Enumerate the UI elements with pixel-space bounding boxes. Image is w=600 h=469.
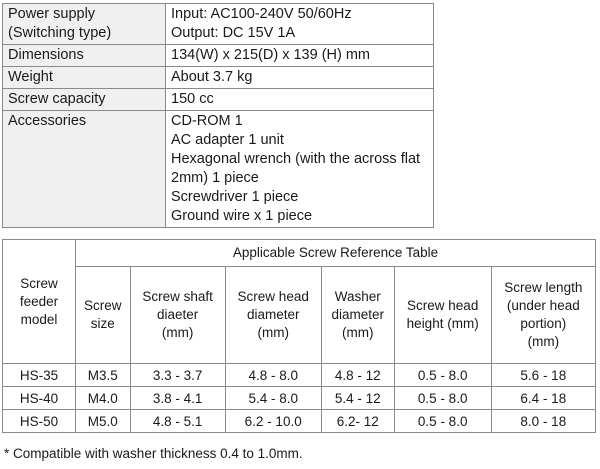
cell-screw-length: 5.6 - 18 xyxy=(491,364,595,387)
spec-value-line: Output: DC 15V 1A xyxy=(171,25,296,41)
spec-row-accessories xyxy=(3,111,434,228)
cell-model: HS-50 xyxy=(3,410,76,433)
specifications-table xyxy=(2,3,434,228)
spec-value xyxy=(166,4,434,45)
cell-shaft-diameter: 4.8 - 5.1 xyxy=(130,410,225,433)
spec-row-screw-capacity xyxy=(3,89,434,111)
footnote: * Compatible with washer thickness 0.4 to 1.0mm. xyxy=(4,446,303,461)
spec-label xyxy=(3,4,166,45)
cell-head-diameter: 5.4 - 8.0 xyxy=(225,387,321,410)
header-line: (under head xyxy=(506,298,580,313)
cell-model: HS-35 xyxy=(3,364,76,387)
spec-value-line: About 3.7 kg xyxy=(171,69,253,85)
header-line: portion) xyxy=(520,316,567,331)
header-line: (mm) xyxy=(527,334,560,349)
screw-head-diameter-header xyxy=(225,267,321,364)
table-row xyxy=(3,387,596,410)
spec-label xyxy=(3,89,166,111)
spec-row-dimensions xyxy=(3,45,434,67)
spec-label xyxy=(3,111,166,228)
header-line: diameter xyxy=(246,307,300,322)
spec-row-power-supply xyxy=(3,4,434,45)
header-line: Screw head xyxy=(407,298,479,313)
cell-head-height: 0.5 - 8.0 xyxy=(394,410,491,433)
header-line: diaeter xyxy=(157,307,199,322)
header-line: diameter xyxy=(331,307,384,322)
spec-value xyxy=(166,67,434,89)
cell-washer-diameter: 5.4 - 12 xyxy=(321,387,394,410)
screw-feeder-model-header xyxy=(3,240,76,364)
header-line: (mm) xyxy=(257,325,289,340)
cell-head-height: 0.5 - 8.0 xyxy=(394,387,491,410)
cell-screw-length: 8.0 - 18 xyxy=(491,410,595,433)
cell-head-height: 0.5 - 8.0 xyxy=(394,364,491,387)
spec-label-line: Power supply xyxy=(8,6,96,22)
spec-value-line: 134(W) x 215(D) x 139 (H) mm xyxy=(171,47,371,63)
spec-row-weight xyxy=(3,67,434,89)
spec-value-line: Screwdriver 1 piece xyxy=(171,189,299,205)
spec-value-line: 2mm) 1 piece xyxy=(171,170,259,186)
spec-label-line: (Switching type) xyxy=(8,25,112,41)
header-line: size xyxy=(90,316,115,331)
header-line: feeder xyxy=(19,293,59,309)
spec-label xyxy=(3,67,166,89)
cell-washer-diameter: 4.8 - 12 xyxy=(321,364,394,387)
screw-length-header xyxy=(491,267,595,364)
cell-washer-diameter: 6.2- 12 xyxy=(321,410,394,433)
spec-value-line: Input: AC100-240V 50/60Hz xyxy=(171,6,352,22)
screw-shaft-diameter-header xyxy=(130,267,225,364)
header-line: Screw shaft xyxy=(142,289,213,304)
cell-model: HS-40 xyxy=(3,387,76,410)
spec-value-line: Ground wire x 1 piece xyxy=(171,208,313,224)
screw-size-header xyxy=(76,267,131,364)
spec-value-line: CD-ROM 1 xyxy=(171,113,243,129)
cell-screw-length: 6.4 - 18 xyxy=(491,387,595,410)
spec-label-line: Screw capacity xyxy=(8,91,106,107)
header-line: model xyxy=(20,311,58,327)
cell-head-diameter: 4.8 - 8.0 xyxy=(225,364,321,387)
table-row xyxy=(3,364,596,387)
header-line: (mm) xyxy=(161,325,194,340)
cell-shaft-diameter: 3.3 - 3.7 xyxy=(130,364,225,387)
spec-value xyxy=(166,111,434,228)
table-title: Applicable Screw Reference Table xyxy=(76,240,596,267)
spec-value xyxy=(166,45,434,67)
table-row xyxy=(3,410,596,433)
cell-screw-size: M5.0 xyxy=(76,410,131,433)
spec-value-line: Hexagonal wrench (with the across flat xyxy=(171,151,421,167)
spec-value-line: 150 cc xyxy=(171,91,214,107)
header-line: Washer xyxy=(334,289,381,304)
cell-shaft-diameter: 3.8 - 4.1 xyxy=(130,387,225,410)
header-line: (mm) xyxy=(341,325,374,340)
spec-value xyxy=(166,89,434,111)
cell-screw-size: M4.0 xyxy=(76,387,131,410)
header-line: Screw head xyxy=(237,289,309,304)
cell-screw-size: M3.5 xyxy=(76,364,131,387)
header-line: height (mm) xyxy=(406,316,479,331)
spec-label xyxy=(3,45,166,67)
screw-reference-table xyxy=(2,239,596,433)
header-line: Screw xyxy=(20,275,58,291)
screw-head-height-header xyxy=(394,267,491,364)
spec-label-line: Accessories xyxy=(8,113,87,129)
cell-head-diameter: 6.2 - 10.0 xyxy=(225,410,321,433)
spec-value-line: AC adapter 1 unit xyxy=(171,132,284,148)
washer-diameter-header xyxy=(321,267,394,364)
header-line: Screw length xyxy=(504,280,583,295)
spec-label-line: Weight xyxy=(8,69,53,85)
spec-label-line: Dimensions xyxy=(8,47,84,63)
header-line: Screw xyxy=(84,298,122,313)
